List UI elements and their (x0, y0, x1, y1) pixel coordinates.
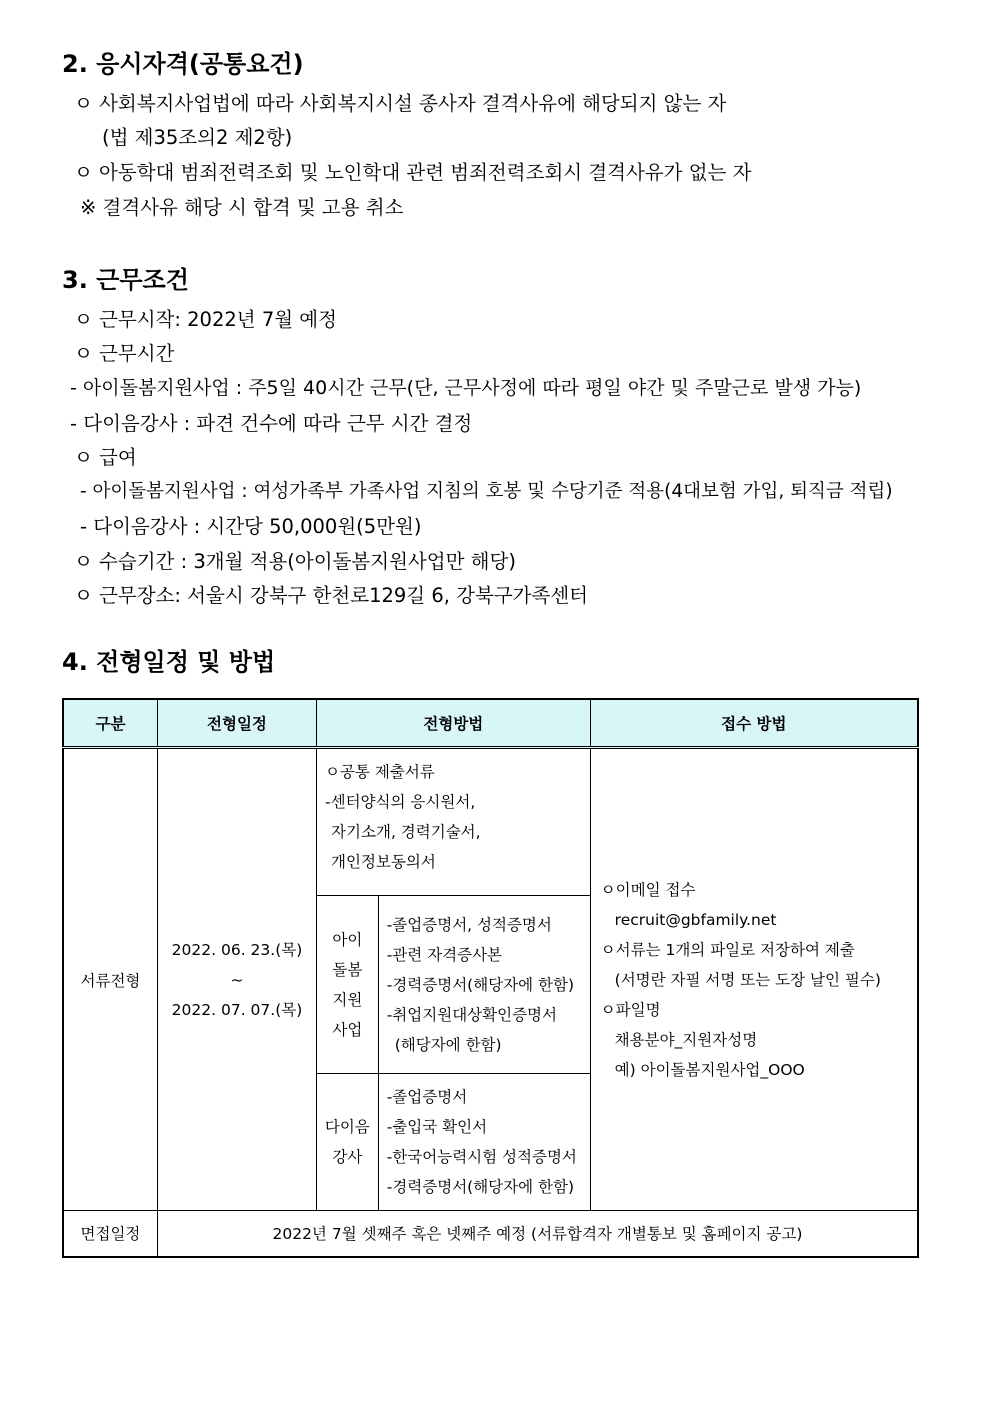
section-2-note: ※ 결격사유 해당 시 합격 및 고용 취소 (80, 196, 404, 219)
list-item: (해당자에 한함) (394, 1035, 502, 1054)
date-separator: ~ (230, 970, 244, 989)
sub-label-line: 다이음 (324, 1118, 370, 1136)
sub-label-line: 지원 (332, 990, 363, 1009)
header-schedule: 전형일정 (157, 699, 316, 748)
list-item: -졸업증명서 (386, 1088, 468, 1106)
list-item: -관련 자격증사본 (386, 945, 503, 964)
header-category: 구분 (63, 699, 157, 748)
instructor-documents (378, 1074, 590, 1211)
list-item: ㅇ이메일 접수 (600, 880, 696, 899)
list-item: -졸업증명서, 성적증명서 (386, 915, 552, 934)
section-3-item-7: - 다이음강사 : 시간당 50,000원(5만원) (80, 515, 422, 538)
section-3-item-6: - 아이돌봄지원사업 : 여성가족부 가족사업 지침의 호봉 및 수당기준 적용(4대보험 가입, 퇴직금 적립) (80, 481, 893, 502)
header-method: 전형방법 (317, 699, 591, 748)
list-item: ㅇ파일명 (600, 1000, 661, 1019)
section-3-item-3: - 아이돌봄지원사업 : 주5일 40시간 근무(단, 근무사정에 따라 평일 야간 및 주말근로 발생 가능) (70, 377, 862, 399)
section-3-item-4: - 다이음강사 : 파견 건수에 따라 근무 시간 결정 (70, 412, 473, 435)
common-documents (317, 748, 591, 896)
childcare-documents (378, 896, 590, 1074)
section-3-item-2: ㅇ 근무시간 (74, 342, 175, 365)
interview-schedule: 2022년 7월 셋째주 혹은 넷째주 예정 (서류합격자 개별통보 및 홈페이지 공고) (157, 1211, 918, 1257)
section-2-title: 2. 응시자격(공통요건) (62, 50, 304, 78)
sub-label-line: 강사 (332, 1148, 363, 1166)
list-item: -한국어능력시험 성적증명서 (386, 1148, 577, 1166)
row-category-document: 서류전형 (63, 748, 157, 1211)
section-4-title: 4. 전형일정 및 방법 (62, 648, 276, 676)
list-item: -취업지원대상확인증명서 (386, 1005, 557, 1024)
table-row (63, 1211, 918, 1257)
list-item: -경력증명서(해당자에 한함) (386, 1178, 575, 1196)
section-2-item-3: ㅇ 아동학대 범죄전력조회 및 노인학대 관련 범죄전력조회시 결격사유가 없는 자 (74, 161, 752, 184)
section-3-item-1: ㅇ 근무시작: 2022년 7월 예정 (74, 308, 337, 331)
table-header-row (63, 699, 918, 748)
list-item: -출입국 확인서 (386, 1118, 488, 1136)
list-item: 개인정보동의서 (331, 853, 436, 871)
list-item: ㅇ서류는 1개의 파일로 저장하여 제출 (600, 940, 855, 959)
section-3-item-5: ㅇ 급여 (74, 446, 137, 469)
email-address: recruit@gbfamily.net (614, 910, 777, 929)
section-2-item-2: (법 제35조의2 제2항) (102, 126, 293, 149)
section-3-title: 3. 근무조건 (62, 266, 189, 294)
sub-label-line: 아이 (332, 930, 363, 949)
sub-label-line: 사업 (332, 1020, 363, 1039)
submission-method (590, 748, 918, 1211)
section-3-item-8: ㅇ 수습기간 : 3개월 적용(아이돌봄지원사업만 해당) (74, 550, 516, 573)
table-row (63, 748, 918, 896)
header-submission: 접수 방법 (590, 699, 918, 748)
sub-label-line: 돌봄 (332, 960, 363, 979)
list-item: (서명란 자필 서명 또는 도장 날인 필수) (614, 970, 881, 989)
row-date-range (157, 748, 316, 1211)
date-from: 2022. 06. 23.(목) (171, 940, 303, 959)
date-to: 2022. 07. 07.(목) (171, 1000, 303, 1019)
list-item: 자기소개, 경력기술서, (331, 823, 481, 841)
list-item: -센터양식의 응시원서, (325, 793, 476, 811)
list-item: 예) 아이돌봄지원사업_OOO (614, 1060, 805, 1079)
row-category-interview: 면접일정 (63, 1211, 157, 1257)
sub-category-childcare (317, 896, 379, 1074)
section-2-item-1: ㅇ 사회복지사업법에 따라 사회복지시설 종사자 결격사유에 해당되지 않는 자 (74, 92, 727, 115)
list-item: ㅇ공통 제출서류 (325, 763, 435, 781)
schedule-table (62, 698, 919, 1258)
section-3-item-9: ㅇ 근무장소: 서울시 강북구 한천로129길 6, 강북구가족센터 (74, 584, 588, 607)
list-item: -경력증명서(해당자에 한함) (386, 975, 575, 994)
sub-category-instructor (317, 1074, 379, 1211)
list-item: 채용분야_지원자성명 (614, 1030, 758, 1049)
